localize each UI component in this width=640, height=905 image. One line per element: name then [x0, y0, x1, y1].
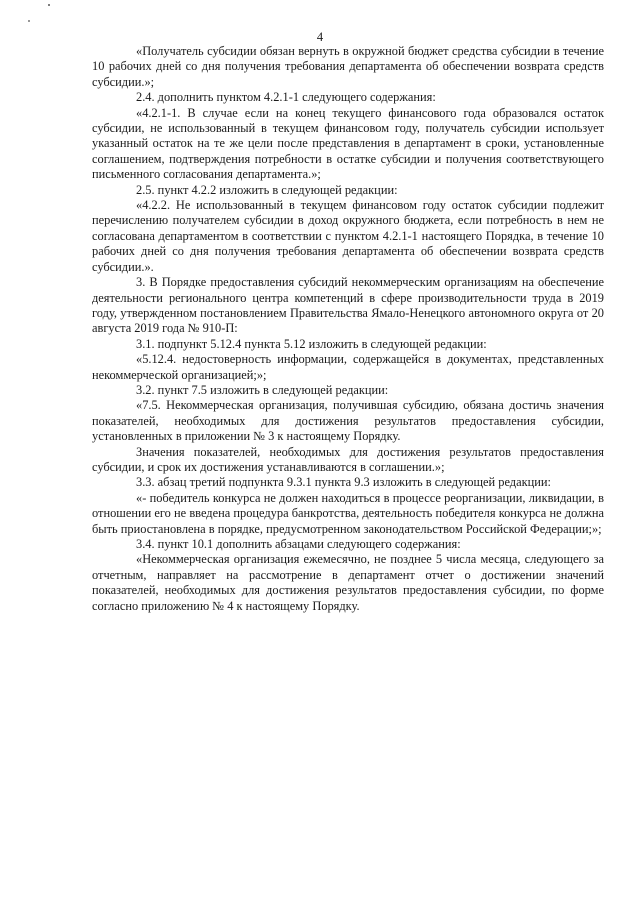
paragraph-item-3-2: 3.2. пункт 7.5 изложить в следующей редакции: [136, 382, 389, 397]
paragraph-4-2-2: «4.2.2. Не использованный в текущем финансовом году остаток субсидии подлежит перечислению получателем субсидии в доход окружного бюджета, если потребность в нем не согласована департаментом в соответствии с пунктом 4.2.1-1 настоящего Порядка, в течение 10 рабочих дней со дня получения требования департамента об обеспечении возврата средств субсидии.». [92, 198, 604, 274]
paragraph-7-5: «7.5. Некоммерческая организация, получившая субсидию, обязана достичь значения показателей, необходимых для достижения результатов предоставления субсидии, установленных в приложении № 3 к настоящему Порядку. [92, 398, 604, 444]
paragraph-item-3-4: 3.4. пункт 10.1 дополнить абзацами следующего содержания: [136, 537, 461, 551]
paragraph-5-12-4: «5.12.4. недостоверность информации, содержащейся в документах, представленных некоммерческой организацией;»; [92, 352, 604, 382]
paragraph-item-3-3: 3.3. абзац третий подпункта 9.3.1 пункта 9.3 изложить в следующей редакции: [136, 475, 551, 490]
paragraph-monthly-report: «Некоммерческая организация ежемесячно, не позднее 5 числа месяца, следующего за отчетным, направляет на рассмотрение в департамент отчет о достижении значений показателей, необходимых для достижения результатов предоставления субсидии, по форме согласно приложению № 4 к настоящему Порядку. [92, 552, 604, 613]
paragraph-item-3-1: 3.1. подпункт 5.12.4 пункта 5.12 изложить в следующей редакции: [136, 336, 487, 351]
paragraph-item-3: 3. В Порядке предоставления субсидий некоммерческим организациям на обеспечение деятельности регионального центра компетенций в сфере производительности труда в 2019 году, утвержденном постановлением Правительства Ямало-Ненецкого автономного округа от 20 августа 2019 года № 910-П: [92, 275, 604, 336]
document-body [92, 44, 604, 614]
page-number: 4 [316, 30, 324, 44]
paragraph-item-2-4: 2.4. дополнить пунктом 4.2.1-1 следующего содержания: [136, 90, 436, 105]
paragraph-contest-winner: «- победитель конкурса не должен находиться в процессе реорганизации, ликвидации, в отношении его не введена процедура банкротства, деятельность победителя конкурса не должна быть приостановлена в порядке, предусмотренном законодательством Российской Федерации;»; [92, 490, 604, 536]
scan-speck [48, 4, 50, 6]
scan-speck [28, 20, 30, 22]
paragraph-subsidy-return: «Получатель субсидии обязан вернуть в окружной бюджет средства субсидии в течение 10 рабочих дней со дня получения требования департамента об обеспечении возврата средств субсидии.»; [92, 44, 604, 89]
paragraph-item-2-5: 2.5. пункт 4.2.2 изложить в следующей редакции: [136, 182, 398, 197]
paragraph-4-2-1-1: «4.2.1-1. В случае если на конец текущего финансового года образовался остаток субсидии, не использованный в текущем финансовом году, получатель субсидии использует указанный остаток на те же цели после представления в департамент в сроки, установленные соглашением, подтверждения потребности в остатке субсидии и получения соответствующего письменного согласования департамента.»; [92, 105, 604, 182]
paragraph-indicators: Значения показателей, необходимых для достижения результатов предоставления субсидии, и срок их достижения устанавливаются в соглашении.»; [92, 444, 604, 474]
